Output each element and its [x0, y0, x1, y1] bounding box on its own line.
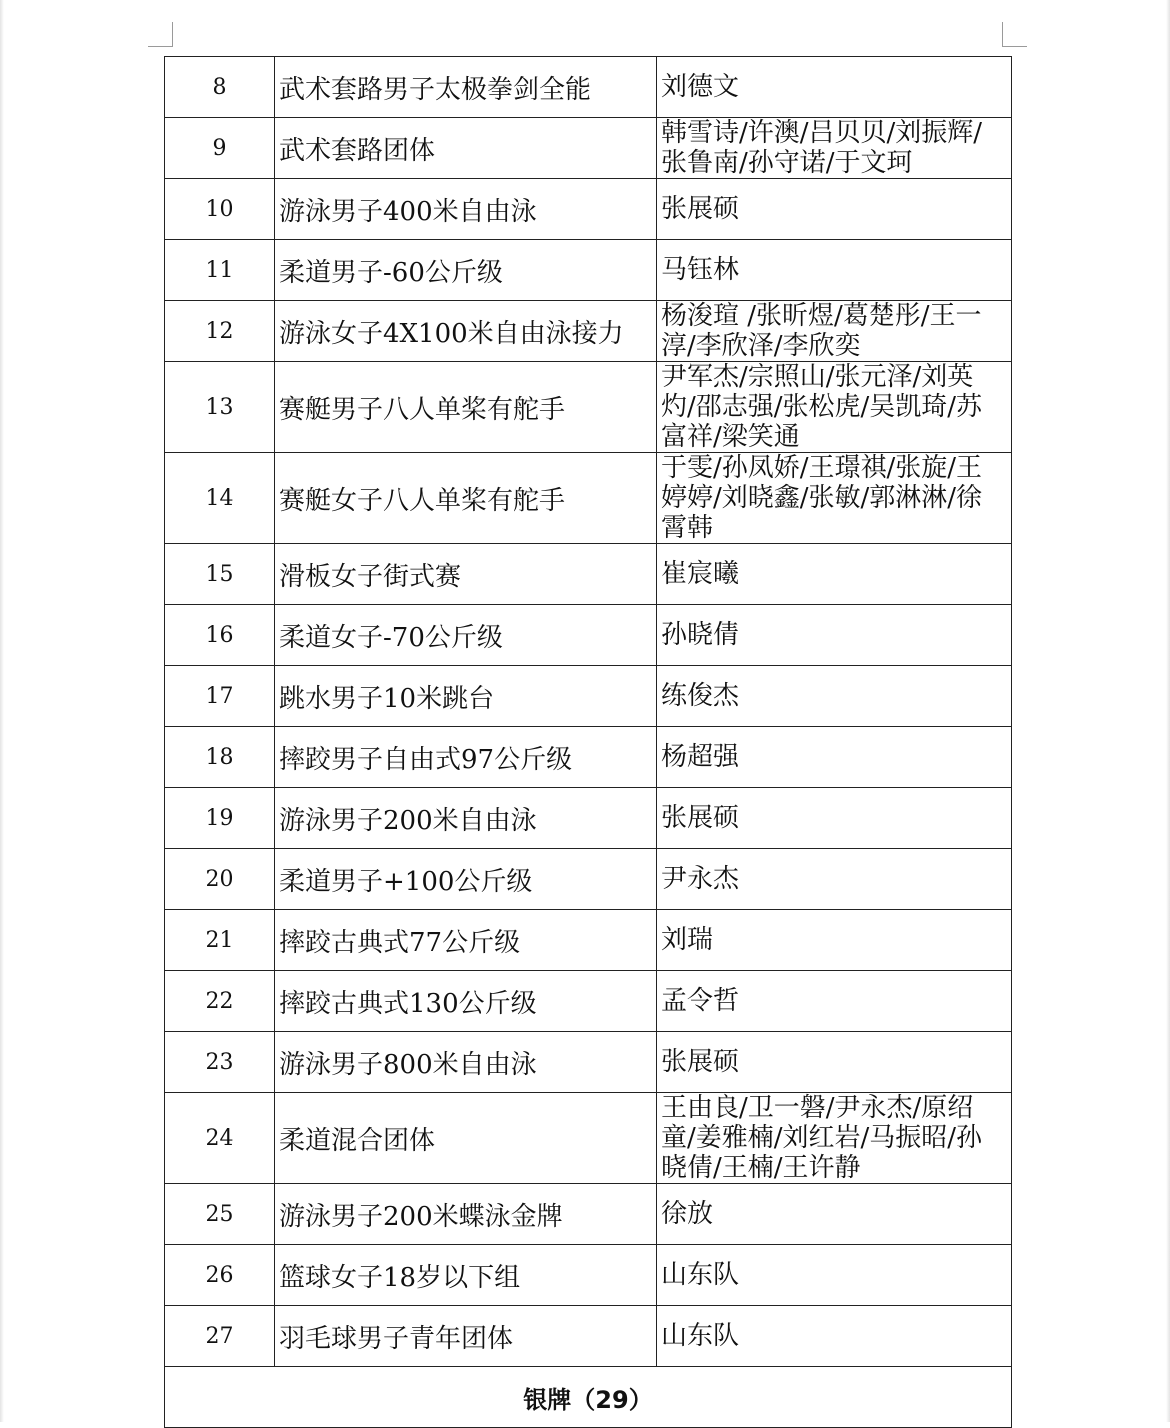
row-number: 22	[165, 971, 275, 1032]
row-number: 17	[165, 666, 275, 727]
row-number: 23	[165, 1032, 275, 1093]
event-name: 摔跤古典式130公斤级	[275, 971, 657, 1032]
row-number: 25	[165, 1184, 275, 1245]
row-number: 19	[165, 788, 275, 849]
winner-name: 韩雪诗/许澳/吕贝贝/刘振辉/张鲁南/孙守诺/于文珂	[657, 118, 1012, 179]
medal-table	[164, 56, 1012, 1428]
row-number: 24	[165, 1093, 275, 1184]
winner-name: 徐放	[657, 1184, 1012, 1245]
row-number: 13	[165, 362, 275, 453]
event-name: 赛艇女子八人单桨有舵手	[275, 453, 657, 544]
row-number: 12	[165, 301, 275, 362]
event-name: 游泳男子400米自由泳	[275, 179, 657, 240]
table-row	[165, 1184, 1012, 1245]
winner-name: 刘瑞	[657, 910, 1012, 971]
event-name: 武术套路团体	[275, 118, 657, 179]
table-row	[165, 971, 1012, 1032]
event-name: 摔跤男子自由式97公斤级	[275, 727, 657, 788]
event-name: 武术套路男子太极拳剑全能	[275, 57, 657, 118]
event-name: 羽毛球男子青年团体	[275, 1306, 657, 1367]
row-number: 14	[165, 453, 275, 544]
table-row	[165, 453, 1012, 544]
winner-name: 孙晓倩	[657, 605, 1012, 666]
event-name: 滑板女子街式赛	[275, 544, 657, 605]
winner-name: 张展硕	[657, 179, 1012, 240]
event-name: 游泳女子4X100米自由泳接力	[275, 301, 657, 362]
table-row	[165, 849, 1012, 910]
winner-name: 张展硕	[657, 1032, 1012, 1093]
winner-name: 尹永杰	[657, 849, 1012, 910]
table-row	[165, 1245, 1012, 1306]
table-row	[165, 544, 1012, 605]
row-number: 21	[165, 910, 275, 971]
page-edge-left	[0, 0, 4, 1422]
table-row	[165, 118, 1012, 179]
row-number: 27	[165, 1306, 275, 1367]
table-row	[165, 301, 1012, 362]
event-name: 篮球女子18岁以下组	[275, 1245, 657, 1306]
winner-name: 杨超强	[657, 727, 1012, 788]
table-row	[165, 179, 1012, 240]
winner-name: 崔宸曦	[657, 544, 1012, 605]
winner-name: 山东队	[657, 1306, 1012, 1367]
row-number: 11	[165, 240, 275, 301]
winner-name: 于雯/孙凤娇/王璟祺/张旋/王婷婷/刘晓鑫/张敏/郭淋淋/徐霄韩	[657, 453, 1012, 544]
event-name: 柔道男子-60公斤级	[275, 240, 657, 301]
table-row	[165, 666, 1012, 727]
section-header-row	[165, 1367, 1012, 1428]
page-edge-right	[1166, 0, 1170, 1422]
table-row	[165, 362, 1012, 453]
crop-mark-top-left	[148, 22, 173, 47]
row-number: 20	[165, 849, 275, 910]
event-name: 柔道混合团体	[275, 1093, 657, 1184]
row-number: 9	[165, 118, 275, 179]
row-number: 10	[165, 179, 275, 240]
row-number: 16	[165, 605, 275, 666]
winner-name: 马钰林	[657, 240, 1012, 301]
event-name: 游泳男子200米自由泳	[275, 788, 657, 849]
row-number: 15	[165, 544, 275, 605]
event-name: 柔道女子-70公斤级	[275, 605, 657, 666]
winner-name: 尹军杰/宗照山/张元泽/刘英灼/邵志强/张松虎/吴凯琦/苏富祥/梁笑通	[657, 362, 1012, 453]
silver-medal-section-title: 银牌（29）	[165, 1367, 1012, 1428]
row-number: 26	[165, 1245, 275, 1306]
event-name: 柔道男子+100公斤级	[275, 849, 657, 910]
table-row	[165, 1093, 1012, 1184]
event-name: 游泳男子200米蝶泳金牌	[275, 1184, 657, 1245]
crop-mark-top-right	[1002, 22, 1027, 47]
event-name: 跳水男子10米跳台	[275, 666, 657, 727]
table-row	[165, 240, 1012, 301]
winner-name: 孟令哲	[657, 971, 1012, 1032]
row-number: 18	[165, 727, 275, 788]
winner-name: 王由良/卫一磐/尹永杰/原绍童/姜雅楠/刘红岩/马振昭/孙晓倩/王楠/王许静	[657, 1093, 1012, 1184]
table-row	[165, 788, 1012, 849]
winner-name: 张展硕	[657, 788, 1012, 849]
table-row	[165, 57, 1012, 118]
table-row	[165, 605, 1012, 666]
winner-name: 刘德文	[657, 57, 1012, 118]
winner-name: 杨浚瑄 /张昕煜/葛楚彤/王一淳/李欣泽/李欣奕	[657, 301, 1012, 362]
winner-name: 练俊杰	[657, 666, 1012, 727]
winner-name: 山东队	[657, 1245, 1012, 1306]
event-name: 摔跤古典式77公斤级	[275, 910, 657, 971]
table-row	[165, 1306, 1012, 1367]
event-name: 游泳男子800米自由泳	[275, 1032, 657, 1093]
event-name: 赛艇男子八人单桨有舵手	[275, 362, 657, 453]
table-row	[165, 727, 1012, 788]
table-row	[165, 910, 1012, 971]
row-number: 8	[165, 57, 275, 118]
table-row	[165, 1032, 1012, 1093]
